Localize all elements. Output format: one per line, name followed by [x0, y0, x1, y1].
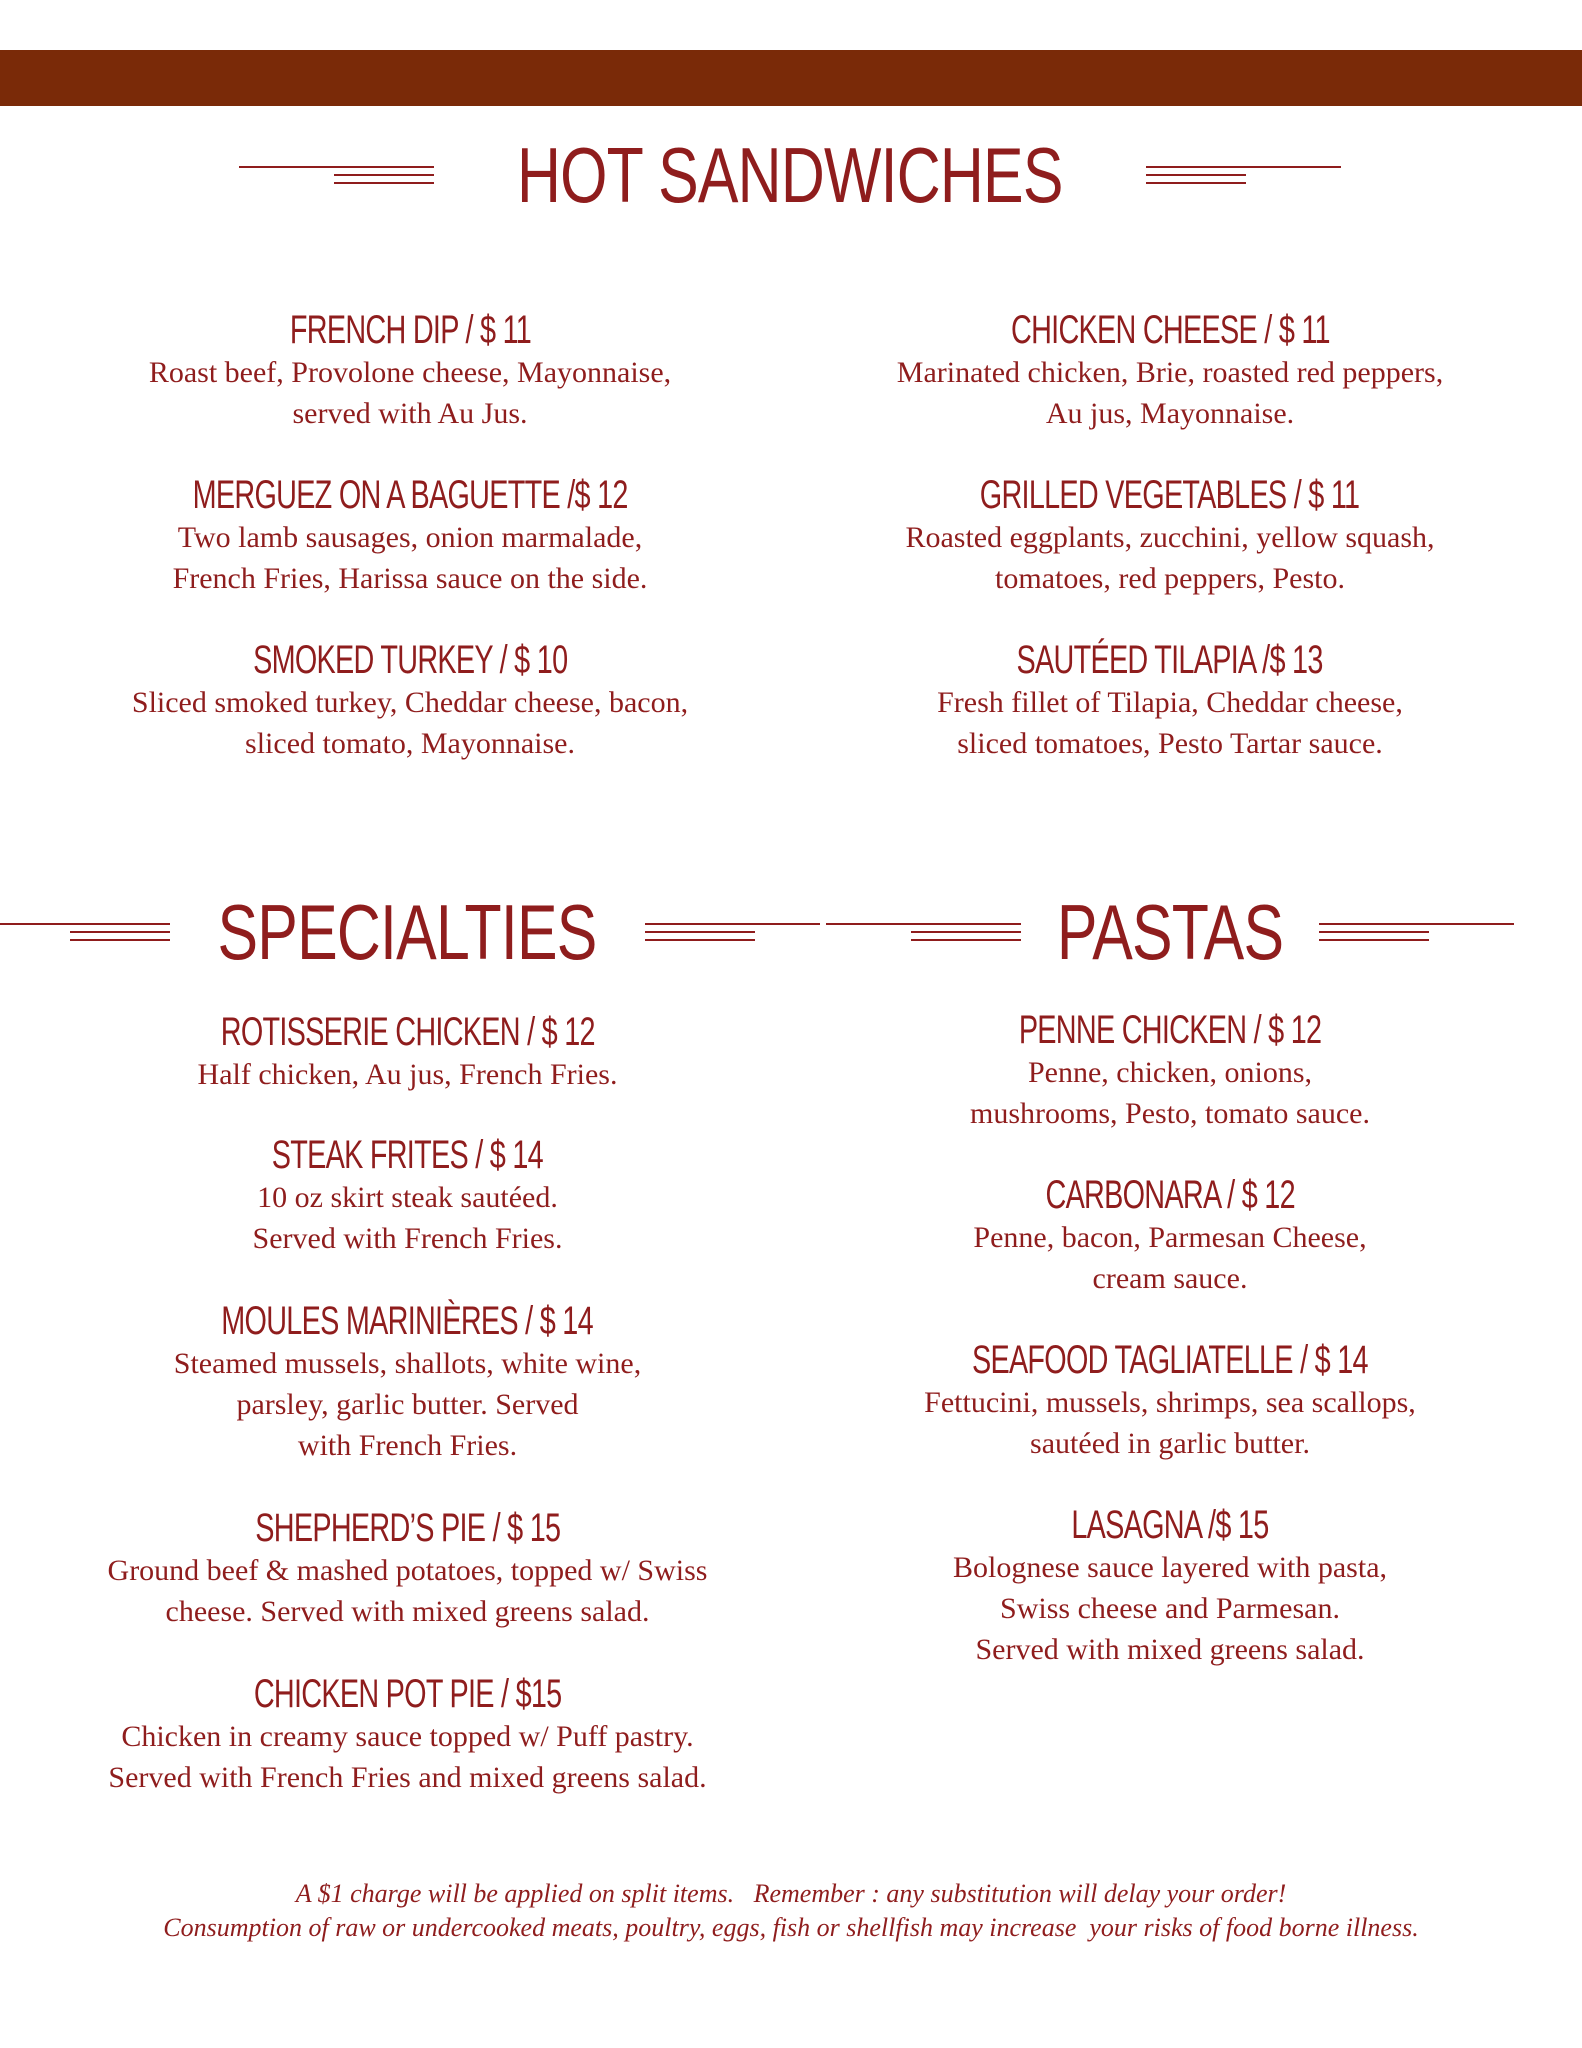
menu-item	[55, 1299, 760, 1506]
item-description: Fresh fillet of Tilapia, Cheddar cheese, sliced tomatoes, Pesto Tartar sauce.	[937, 686, 1403, 760]
menu-item	[60, 473, 760, 638]
hot-sandwiches-right-column	[820, 308, 1520, 764]
item-name: GRILLED VEGETABLES / $ 11	[980, 473, 1360, 517]
menu-item	[820, 638, 1520, 764]
item-description: Chicken in creamy sauce topped w/ Puff pastry. Served with French Fries and mixed greens salad.	[108, 1720, 707, 1794]
item-name: PENNE CHICKEN / $ 12	[1018, 1008, 1322, 1052]
item-description: 10 oz skirt steak sautéed. Served with French Fries.	[252, 1181, 563, 1255]
item-name: STEAK FRITES / $ 14	[271, 1133, 544, 1177]
menu-item	[820, 1008, 1520, 1173]
item-name: ROTISSERIE CHICKEN / $ 12	[220, 1010, 595, 1054]
item-description: Fettucini, mussels, shrimps, sea scallops, sautéed in garlic butter.	[924, 1386, 1416, 1460]
heading-rule-right	[645, 923, 820, 941]
item-description: Sliced smoked turkey, Cheddar cheese, bacon, sliced tomato, Mayonnaise.	[131, 686, 689, 760]
hot-sandwiches-heading	[320, 130, 1260, 219]
footer-split-charge-note: A $1 charge will be applied on split items. Remember : any substitution will delay your order!	[295, 1879, 1287, 1908]
heading-rule-left	[0, 923, 170, 941]
item-description: Penne, chicken, onions, mushrooms, Pesto, tomato sauce.	[970, 1056, 1370, 1130]
heading-rule-left	[826, 923, 1021, 941]
menu-item	[55, 1506, 760, 1672]
section-title: SPECIALTIES	[217, 887, 598, 976]
section-title: PASTAS	[1056, 887, 1284, 976]
item-name: CHICKEN POT PIE / $15	[253, 1672, 562, 1716]
item-name: CHICKEN CHEESE / $ 11	[1010, 308, 1330, 352]
menu-item	[55, 1133, 760, 1299]
menu-item	[60, 638, 760, 764]
top-banner-band	[0, 50, 1582, 106]
item-name: CARBONARA / $ 12	[1045, 1173, 1295, 1217]
item-name: MERGUEZ ON A BAGUETTE /$ 12	[192, 473, 628, 517]
footer-health-warning: Consumption of raw or undercooked meats, poultry, eggs, fish or shellfish may increase your risks of food borne illness.	[163, 1913, 1419, 1942]
menu-item	[55, 1672, 760, 1798]
pastas-heading	[865, 887, 1475, 976]
footer-notes	[0, 1877, 1582, 1945]
heading-rule-right	[1146, 166, 1341, 184]
item-name: SEAFOOD TAGLIATELLE / $ 14	[972, 1338, 1368, 1382]
pastas-column	[820, 1008, 1520, 1670]
item-description: Marinated chicken, Brie, roasted red peppers, Au jus, Mayonnaise.	[896, 356, 1444, 430]
item-name: LASAGNA /$ 15	[1071, 1503, 1269, 1547]
hot-sandwiches-left-column	[60, 308, 760, 764]
menu-item	[820, 308, 1520, 473]
item-description: Roast beef, Provolone cheese, Mayonnaise, served with Au Jus.	[148, 356, 672, 430]
item-description: Two lamb sausages, onion marmalade, French Fries, Harissa sauce on the side.	[172, 521, 648, 595]
item-description: Steamed mussels, shallots, white wine, parsley, garlic butter. Served with French Fries.	[173, 1347, 642, 1462]
item-name: SAUTÉED TILAPIA /$ 13	[1016, 638, 1324, 682]
item-description: Bolognese sauce layered with pasta, Swiss cheese and Parmesan. Served with mixed greens salad.	[952, 1551, 1388, 1666]
menu-item	[60, 308, 760, 473]
specialties-column	[55, 1010, 760, 1798]
menu-item	[820, 473, 1520, 638]
heading-rule-right	[1319, 923, 1514, 941]
item-description: Half chicken, Au jus, French Fries.	[197, 1058, 618, 1091]
item-description: Roasted eggplants, zucchini, yellow squash, tomatoes, red peppers, Pesto.	[905, 521, 1435, 595]
item-description: Penne, bacon, Parmesan Cheese, cream sauce.	[973, 1221, 1367, 1295]
specialties-heading	[55, 887, 760, 976]
item-name: SHEPHERD’S PIE / $ 15	[254, 1506, 560, 1550]
menu-item	[820, 1173, 1520, 1338]
item-description: Ground beef & mashed potatoes, topped w/ Swiss cheese. Served with mixed greens salad.	[107, 1554, 708, 1628]
menu-item	[55, 1010, 760, 1133]
section-title: HOT SANDWICHES	[517, 130, 1063, 219]
menu-item	[820, 1338, 1520, 1503]
menu-item	[820, 1503, 1520, 1670]
item-name: FRENCH DIP / $ 11	[289, 308, 531, 352]
item-name: SMOKED TURKEY / $ 10	[252, 638, 568, 682]
item-name: MOULES MARINIÈRES / $ 14	[221, 1299, 594, 1343]
heading-rule-left	[239, 166, 434, 184]
